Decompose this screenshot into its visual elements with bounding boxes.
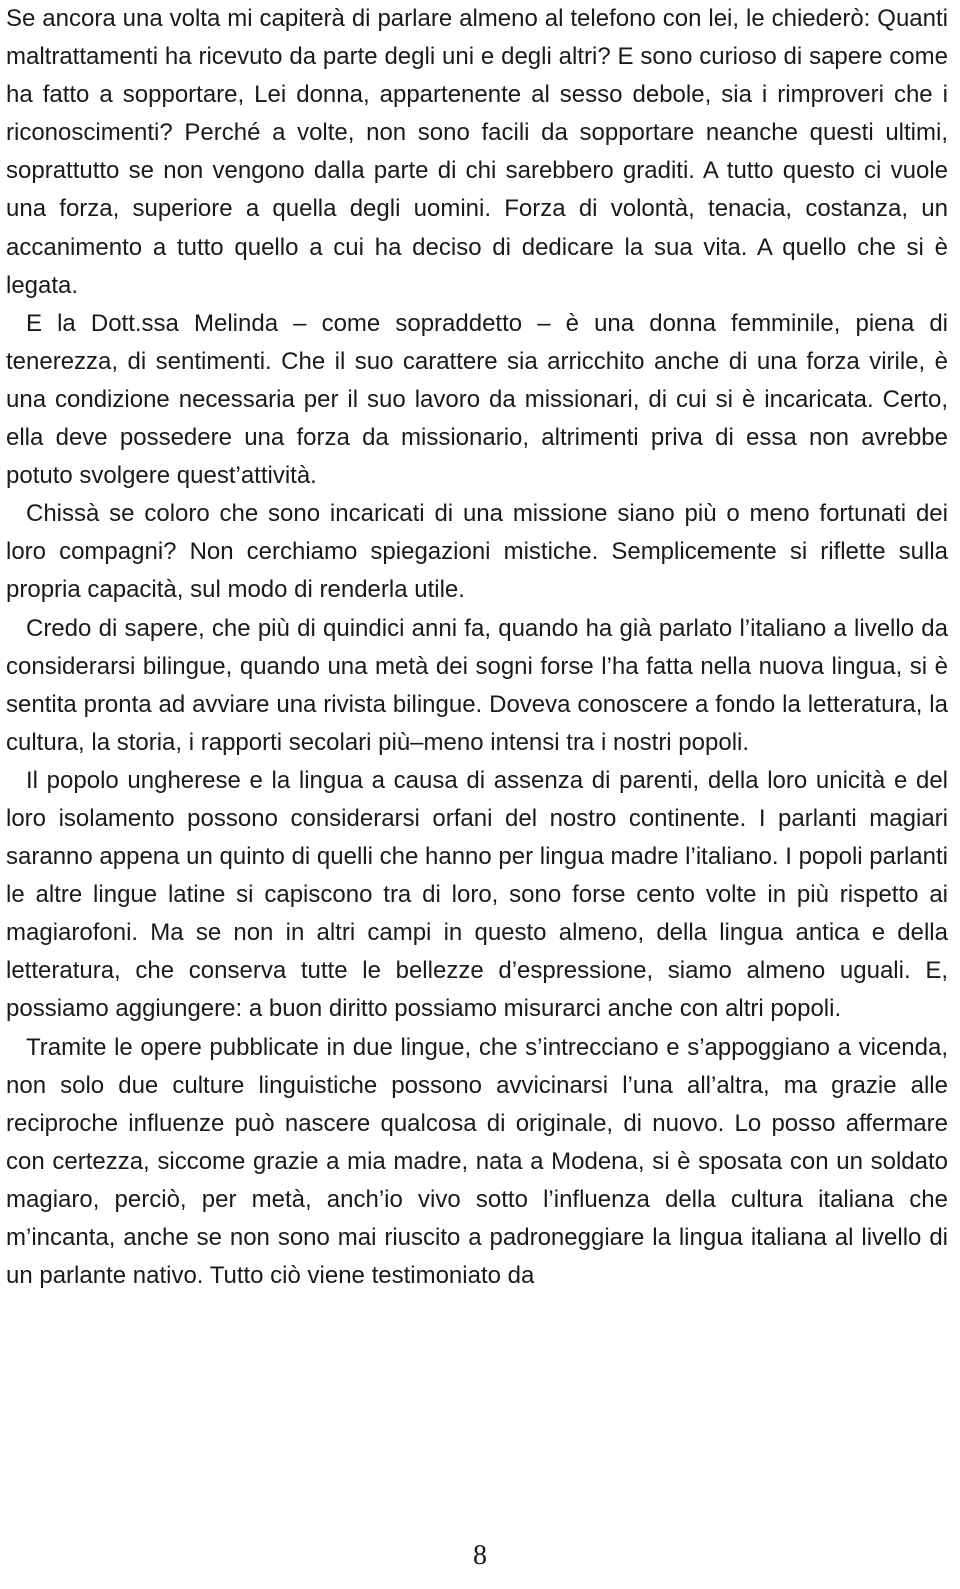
paragraph: Il popolo ungherese e la lingua a causa di assenza di parenti, della loro unicità e del loro isolamento possono considerarsi orfani del nostro continente. I parlanti magiari saranno appena un quinto di quelli che hanno per lingua madre l’italiano. I popoli parlanti le altre lingue latine si capiscono tra di loro, sono forse cento volte in più rispetto ai magiarofoni. Ma se non in altri campi in questo almeno, della lingua antica e della letteratura, che conserva tutte le bellezze d’espressione, siamo almeno uguali. E, possiamo aggiungere: a buon diritto possiamo misurarci anche con altri popoli. bbox=[6, 766, 948, 1023]
paragraph: Credo di sapere, che più di quindici anni fa, quando ha già parlato l’italiano a livello da considerarsi bilingue, quando una metà dei sogni forse l’ha fatta nella nuova lingua, si è sentita pronta ad avviare una rivista bilingue. Doveva conoscere a fondo la letteratura, la cultura, la storia, i rapporti secolari più–meno intensi tra i nostri popoli. bbox=[6, 614, 948, 756]
paragraph: Se ancora una volta mi capiterà di parlare almeno al telefono con lei, le chiederò: Quanti maltrattamenti ha ricevuto da parte degli uni e degli altri? E sono curioso di sapere come ha fatto a sopportare, Lei donna, appartenente al sesso debole, sia i rimproveri che i riconoscimenti? Perché a volte, non sono facili da sopportare neanche questi ultimi, soprattutto se non vengono dalla parte di chi sarebbero graditi. A tutto questo ci vuole una forza, superiore a quella degli uomini. Forza di volontà, tenacia, costanza, un accanimento a tutto quello a cui ha deciso di dedicare la sua vita. A quello che si è legata. bbox=[6, 5, 948, 299]
page-number: 8 bbox=[473, 1540, 487, 1571]
paragraph: Chissà se coloro che sono incaricati di una missione siano più o meno fortunati dei loro compagni? Non cerchiamo spiegazioni mistiche. Semplicemente si riflette sulla propria capacità, sul modo di renderla utile. bbox=[6, 500, 948, 604]
body-text bbox=[6, 0, 948, 1295]
paragraph: E la Dott.ssa Melinda – come sopraddetto – è una donna femminile, piena di tenerezza, di sentimenti. Che il suo carattere sia arricchito anche di una forza virile, è una condizione necessaria per il suo lavoro da missionari, di cui si è incaricata. Certo, ella deve possedere una forza da missionario, altrimenti priva di essa non avrebbe potuto svolgere quest’attività. bbox=[6, 309, 948, 490]
paragraph: Tramite le opere pubblicate in due lingue, che s’intrecciano e s’appoggiano a vicenda, non solo due culture linguistiche possono avvicinarsi l’una all’altra, ma grazie alle reciproche influenze può nascere qualcosa di originale, di nuovo. Lo posso affermare con certezza, siccome grazie a mia madre, nata a Modena, si è sposata con un soldato magiaro, perciò, per metà, anch’io vivo sotto l’influenza della cultura italiana che m’incanta, anche se non sono mai riuscito a padroneggiare la lingua italiana al livello di un parlante nativo. Tutto ciò viene testimoniato da bbox=[6, 1033, 948, 1290]
